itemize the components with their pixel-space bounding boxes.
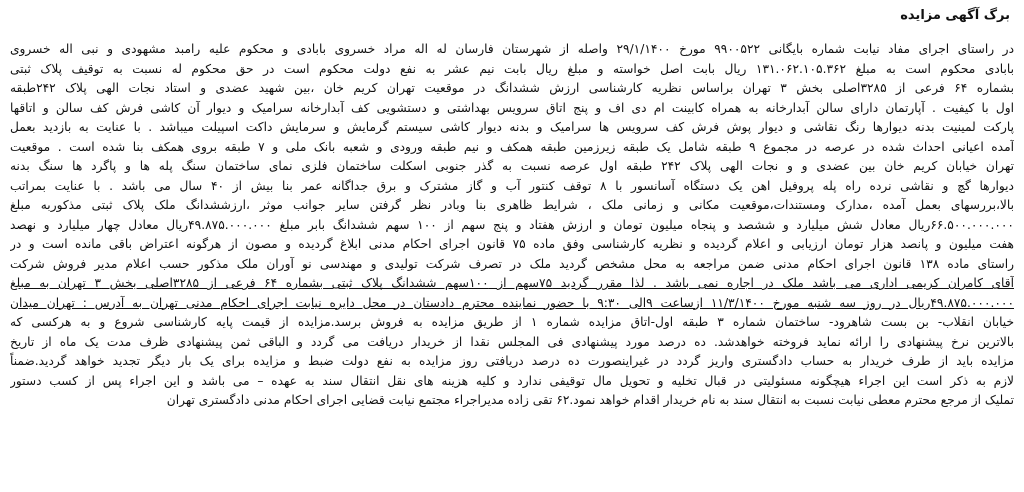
notice-line: بابادی محکوم است به مبلغ ۱۳۱.۰۶۲.۱۰۵.۳۶۲ ریال بابت اصل خواسته و مبلغ ریال بابت نیم عشر به نفع دولت محکوم است در حق محکوم له نسبت به توقیف پلاک ثبتی <box>10 61 1014 76</box>
notice-line: دیوارها گچ و نقاشی نرده راه پله پروفیل اهن یک دستگاه آسانسور با ۸ توقف کنتور آب و گاز مشترک و برق جداگانه عمر بنا بیش از ۴۰ سال می باشد . با عنایت بمراتب <box>10 178 1014 193</box>
notice-line: راستای ماده ۱۳۸ قانون اجرای احکام مدنی ضمن مراجعه به محل مشخص گردید ملک در تصرف شرکت تولیدی و مهندسی نو آوران ملک مذکور حسب اعلام مدیر فروش شرکت <box>10 256 1014 271</box>
notice-line: بشماره ۶۴ فرعی از ۳۲۸۵اصلی بخش ۳ تهران براساس نظریه کارشناسی ارزش ششدانگ در موقعیت تهران کریم خان ،بین شهید عضدی و استاد نجات الهی پلاک ۲۴۲طبقه <box>10 81 1014 95</box>
notice-line: ۴۹.۸۷۵.۰۰۰.۰۰۰ریال در روز سه شنبه مورخ ۱۱/۳/۱۴۰۰ ازساعت ۹الی ۹:۳۰ با حضور نماینده محترم دادستان در محل دایره نیابت اجرای احکام مدنی تهران به آدرس : تهران میدان <box>10 295 1014 310</box>
notice-line: لازم به ذکر است این اجراء هیچگونه مسئولیتی در قبال تخلیه و تحویل مال توقیفی ندارد و کلیه هزینه های نقل انتقال سند به عهده – می باشد و این اجراء پس از کسب دستور <box>10 373 1014 388</box>
notice-line: اول با کیفیت . آپارتمان دارای سالن آبدارخانه به همراه کابینت ام دی اف و پنج اتاق سرویس بهداشتی و دستشویی کف آبدارخانه سرامیک و دیوار آن کاشی فرش کف سالن و اتاقها <box>10 100 1014 115</box>
notice-line: بالا،بررسهای بعمل آمده ،مدارک ومستندات،موقعیت مکانی و زمانی ملک ، شرایط ظاهری بنا وبادر نظر گرفتن سایر جوانب موثر ،ارزششدانگ ملک پلاک ثبتی مذکوربه مبلغ <box>10 198 1014 212</box>
notice-line: در راستای اجرای مفاد نیابت شماره بایگانی ۹۹۰۰۵۲۲ مورخ ۲۹/۱/۱۴۰۰ واصله از شهرستان فارسان له اله مراد خسروی بابادی و محکوم علیه رامبد مشهودی و نبی اله خسروی <box>10 42 1014 56</box>
notice-line: خیابان انقلاب- بن بست شاهرود- ساختمان شماره ۳ طبقه اول-اتاق مزایده شماره ۱ از طریق مزایده به فروش برسد.مزایده از قیمت پایه کارشناسی شروع و به هرکسی که <box>10 315 1014 329</box>
notice-line: هفت میلیون و پانصد هزار تومان ارزیابی و اعلام گردیده و نظریه کارشناسی وفق ماده ۷۵ قانون اجرای احکام مدنی ابلاغ گردیده و مصون از هرگونه اعتراض باقی مانده است و در <box>10 237 1014 251</box>
notice-body <box>10 40 1014 411</box>
notice-line: مزایده باید از طرف خریدار به حساب دادگستری واریز گردد در غیراینصورت ده درصد دریافتی روز مزایده به نفع دولت ضبط و مزایده برای یک بار دیگر تجدید خواهد گردید.ضمناً <box>10 354 1014 368</box>
notice-line: تهران خیابان کریم خان بین عضدی و و نجات الهی پلاک ۲۴۲ طبقه اول عرصه نسبت به گذر جنوبی اسکلت ساختمان فلزی نمای ساختمان سنگ پله ها و پاگرد ها سنگ بدنه <box>10 159 1014 173</box>
notice-line: پارکت لمینیت بدنه دیوارها رنگ نقاشی و دیوار پوش فرش کف سرویس ها سرامیک و بدنه دیوار کاشی سیستم گرمایش و سرمایش داکت اسپیلت میباشد . با عنایت به بازدید بعمل <box>10 120 1014 134</box>
notice-title: برگ آگهی مزایده <box>900 8 1010 23</box>
notice-line: بالاترین نرخ پیشنهادی را ارائه نماید فروخته خواهدشد. ده درصد مورد پیشنهادی فی المجلس نقدا از خریدار دریافت می گردد و الباقی ثمن پیشنهادی ظرف مدت یک ماه از تاریخ <box>10 334 1014 349</box>
notice-line: تملیک از مرجع محترم معطی نیابت نسبت به انتقال سند به نام خریدار اقدام خواهد نمود.۶۲ تقی زاده مدیراجراء مجتمع نیابت قضایی اجرای احکام مدنی دادگستری تهران <box>166 393 1014 407</box>
notice-line: آقای کامران کریمی اداری می باشد ملک در اجاره نمی باشد . لذا مقرر گردید ۷۵سهم از ۱۰۰سهم ششدانگ پلاک ثبتی بشماره ۶۴ فرعی از ۳۲۸۵اصلی بخش ۳ تهران به مبلغ <box>10 276 1014 290</box>
notice-line: ۶۶.۵۰۰.۰۰۰.۰۰۰ریال معادل شش میلیارد و ششصد و پنجاه میلیون تومان و ارزش هفتاد و پنج سهم از ۱۰۰ سهم ششدانگ بابر مبلغ ۴۹.۸۷۵.۰۰۰.۰۰۰ریال معادل چهار میلیارد و نهصد <box>10 217 1014 232</box>
notice-line: آمده اعیانی احداث شده در عرصه در مجموع ۹ طبقه شامل یک طبقه زیرزمین طبقه همکف و نیم طبقه ورودی و شعبه بانک ملی و ۷ طبقه بروی همکف بنا شده است . موقعیت <box>10 139 1014 154</box>
